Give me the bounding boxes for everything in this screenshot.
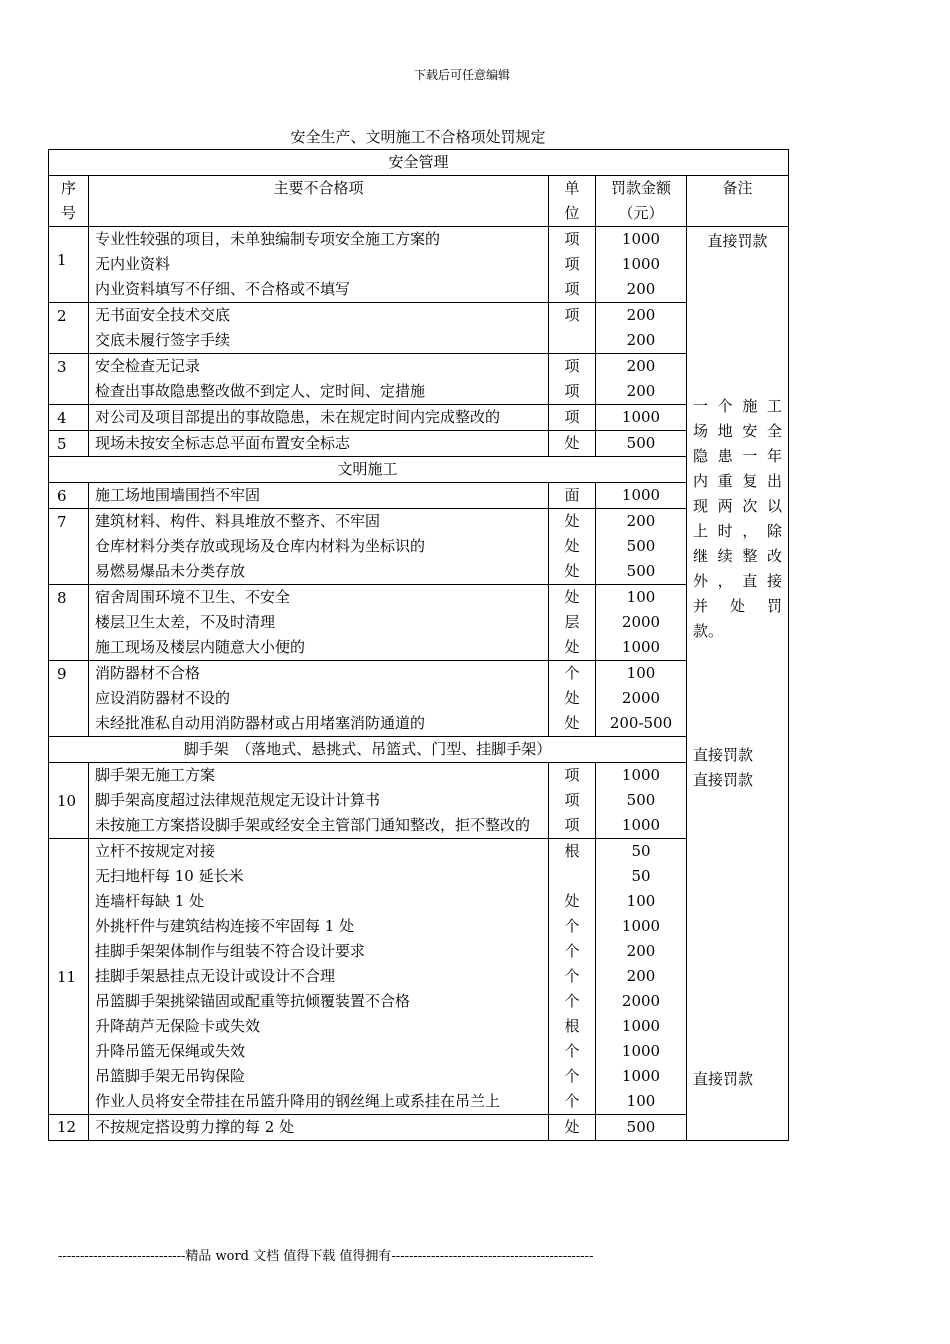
table-row [49,509,789,585]
table-row [49,303,789,354]
amount-cell: 1000 1000 200 [596,227,687,303]
unit-cell: 项 项 [549,354,596,405]
section-header: 安全管理 [49,150,789,176]
section-row [49,457,789,483]
row-number: 7 [49,509,89,585]
unit-cell: 面 [549,483,596,509]
amount-cell: 100 2000 1000 [596,585,687,661]
row-number: 3 [49,354,89,405]
section-row [49,150,789,176]
remark-repeat-hazard: 一个施工 场地安全 隐患一年 内重复出 现两次以 上时，除 继续整改 外，直接 并处罚 款。 [693,397,782,640]
row-number: 9 [49,661,89,737]
section-header: 文明施工 [49,457,687,483]
table-row [49,405,789,431]
row-number: 8 [49,585,89,661]
amount-cell: 500 [596,431,687,457]
column-header-remark: 备注 [687,176,789,227]
column-header-unit: 单 位 [549,176,596,227]
section-row [49,737,789,763]
item-cell: 无书面安全技术交底 交底未履行签字手续 [89,303,549,354]
item-cell: 施工场地围墙围挡不牢固 [89,483,549,509]
amount-cell: 500 [596,1115,687,1141]
table-row [49,839,789,1115]
item-cell: 不按规定搭设剪力撑的每 2 处 [89,1115,549,1141]
amount-cell: 100 2000 200-500 [596,661,687,737]
table-row [49,354,789,405]
table-row [49,431,789,457]
row-number: 2 [49,303,89,354]
table-row [49,227,789,303]
row-number: 11 [49,839,89,1115]
table-row [49,585,789,661]
amount-cell: 1000 [596,405,687,431]
item-cell: 建筑材料、构件、料具堆放不整齐、不牢固 仓库材料分类存放或现场及仓库内材料为坐标识的 易燃易爆品未分类存放 [89,509,549,585]
document-title: 安全生产、文明施工不合格项处罚规定 [290,128,546,146]
row-number: 4 [49,405,89,431]
item-cell: 安全检查无记录 检查出事故隐患整改做不到定人、定时间、定措施 [89,354,549,405]
remark-direct-fine: 直接罚款 [707,232,768,250]
header-note: 下载后可任意编辑 [413,68,510,82]
item-cell: 对公司及项目部提出的事故隐患，未在规定时间内完成整改的 [89,405,549,431]
table-row [49,763,789,839]
row-number: 1 [49,227,89,303]
amount-cell: 200 200 [596,354,687,405]
row-number: 12 [49,1115,89,1141]
unit-cell: 项 项 项 [549,763,596,839]
unit-cell: 根 处 个 个 个 个 根 个 个 个 [549,839,596,1115]
column-header-item: 主要不合格项 [89,176,549,227]
unit-cell: 项 [549,303,596,354]
item-cell: 消防器材不合格 应设消防器材不设的 未经批准私自动用消防器材或占用堵塞消防通道的 [89,661,549,737]
unit-cell: 处 处 处 [549,509,596,585]
column-header-no: 序 号 [49,176,89,227]
item-cell: 脚手架无施工方案 脚手架高度超过法律规范规定无设计计算书 未按施工方案搭设脚手架或经安全主管部门通知整改，拒不整改的 [89,763,549,839]
amount-cell: 200 200 [596,303,687,354]
column-header-row [49,176,789,227]
item-cell: 现场未按安全标志总平面布置安全标志 [89,431,549,457]
table-row [49,1115,789,1141]
unit-cell: 个 处 处 [549,661,596,737]
row-number: 10 [49,763,89,839]
row-number: 6 [49,483,89,509]
column-header-fine: 罚款金额 （元） [596,176,687,227]
table-row [49,483,789,509]
unit-cell: 处 [549,1115,596,1141]
table-row [49,661,789,737]
item-cell: 宿舍周围环境不卫生、不安全 楼层卫生太差，不及时清理 施工现场及楼层内随意大小便的 [89,585,549,661]
section-header: 脚手架 （落地式、悬挑式、吊篮式、门型、挂脚手架） [49,737,687,763]
remark-direct-fine: 直接罚款 [693,771,754,789]
penalty-table [48,149,789,1141]
amount-cell: 1000 [596,483,687,509]
footer-note: -----------------------------精品 word 文档 值得下载 值得拥有---------------------------------------------- [58,1249,594,1264]
unit-cell: 处 [549,431,596,457]
unit-cell: 项 项 项 [549,227,596,303]
item-cell: 专业性较强的项目，未单独编制专项安全施工方案的 无内业资料 内业资料填写不仔细、不合格或不填写 [89,227,549,303]
remarks-cell [687,227,789,1141]
amount-cell: 1000 500 1000 [596,763,687,839]
unit-cell: 处 层 处 [549,585,596,661]
item-cell: 立杆不按规定对接 无扫地杆每 10 延长米 连墙杆每缺 1 处 外挑杆件与建筑结构连接不牢固每 1 处 挂脚手架架体制作与组装不符合设计要求 挂脚手架悬挂点无设计或设计不合理 吊篮脚手架挑梁锚固或配重等抗倾覆装置不合格 升降葫芦无保险卡或失效 升降吊篮无保绳或失效 吊篮脚手架无吊钩保险 作业人员将安全带挂在吊篮升降用的钢丝绳上或系挂在吊兰上 [89,839,549,1115]
amount-cell: 200 500 500 [596,509,687,585]
remark-direct-fine: 直接罚款 [693,746,754,764]
row-number: 5 [49,431,89,457]
unit-cell: 项 [549,405,596,431]
remark-direct-fine: 直接罚款 [693,1070,754,1088]
amount-cell: 50 50 100 1000 200 200 2000 1000 1000 1000 100 [596,839,687,1115]
